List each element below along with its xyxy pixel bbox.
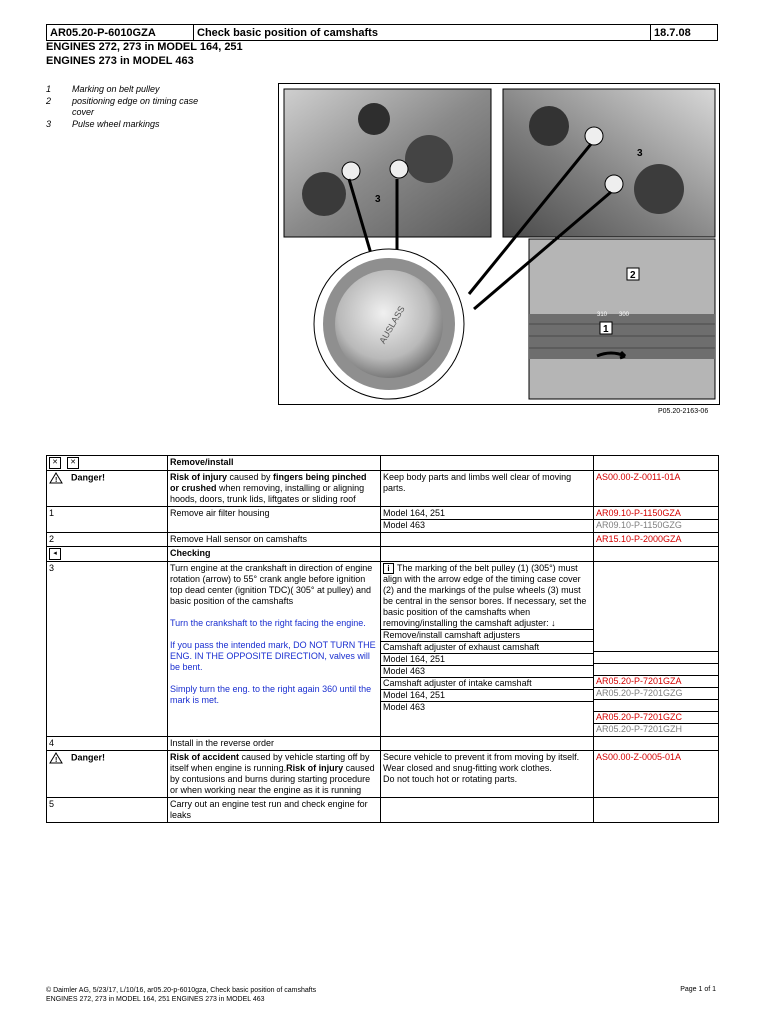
table-cell: [381, 737, 594, 751]
legend-text: Marking on belt pulley: [72, 84, 160, 94]
engine-illustration: [279, 84, 719, 404]
info-icon: i: [383, 563, 394, 574]
table-cell: [47, 456, 168, 471]
install-icon: ✕: [67, 457, 79, 469]
handwritten-note: Turn the crankshaft to the right facing the engine.: [170, 618, 366, 628]
table-cell: [168, 562, 381, 737]
scale-label: 300: [619, 312, 630, 318]
engines-line-2: ENGINES 273 in MODEL 463: [46, 55, 194, 67]
risk-title: Risk of injury: [170, 472, 228, 482]
precaution-text: Secure vehicle to prevent it from moving by itself.: [383, 752, 580, 762]
footer-line-2: ENGINES 272, 273 in MODEL 164, 251 ENGINES 273 in MODEL 463: [46, 996, 265, 1003]
risk-text: caused by vehicle starting off by itself when engine is running.: [170, 752, 370, 773]
step-text: Turn engine at the crankshaft in direction of engine rotation (arrow) to 55° crank angle before ignition top dead center (ignition TDC)( 305° at pulley) and basic position of the camshafts: [170, 563, 373, 606]
precaution-text: Keep body parts and limbs well clear of moving parts.: [381, 471, 594, 507]
section-heading: Remove/install: [168, 456, 381, 471]
table-cell: [168, 471, 381, 507]
table-row: [47, 547, 719, 562]
step-number: 1: [47, 507, 168, 533]
table-cell: [381, 547, 594, 562]
figure-caption: P05.20-2163-06: [658, 408, 709, 415]
table-cell: [381, 507, 594, 533]
table-cell: [594, 533, 719, 547]
handwritten-note: Simply turn the eng. to the right again 360 until the mark is met.: [170, 684, 372, 705]
sensor-bore: [390, 160, 408, 178]
page-number: Page 1 of 1: [680, 986, 716, 993]
sensor-bore: [585, 127, 603, 145]
sensor-bore: [342, 162, 360, 180]
table-cell: [594, 562, 719, 737]
table-row: [47, 562, 719, 737]
step-text: Remove air filter housing: [168, 507, 381, 533]
table-row: [47, 456, 719, 471]
engines-line-1: ENGINES 272, 273 in MODEL 164, 251: [46, 41, 243, 53]
table-row: [47, 751, 719, 798]
table-cell: [381, 562, 594, 737]
model-label: Model 164, 251: [383, 508, 446, 518]
svg-text:!: !: [55, 757, 58, 764]
model-label: Model 463: [381, 701, 593, 713]
footer: [46, 986, 316, 1004]
legend-text: positioning edge on timing case cover: [72, 95, 199, 117]
model-label: Model 164, 251: [381, 653, 593, 665]
step-number: 2: [47, 533, 168, 547]
actuator: [302, 172, 346, 216]
table-cell: [381, 456, 594, 471]
warning-icon: [49, 472, 63, 484]
sub-label: Remove/install camshaft adjusters: [381, 629, 593, 641]
remove-icon: ✕: [49, 457, 61, 469]
table-cell: [47, 751, 168, 798]
reference-link[interactable]: AR05.20-P-7201GZH: [596, 724, 683, 734]
table-cell: [594, 507, 719, 533]
handwritten-note: If you pass the intended mark, DO NOT TURN THE ENG. IN THE OPPOSITE DIRECTION, valves will be bent.: [170, 640, 376, 672]
precaution-text: Wear closed and snug-fitting work clothes.: [383, 763, 552, 773]
precaution-text: Do not touch hot or rotating parts.: [383, 774, 518, 784]
reference-link[interactable]: AS00.00-Z-0011-01A: [596, 472, 681, 482]
sensor-bore: [605, 175, 623, 193]
cap-marking: AUSLASS: [377, 304, 407, 346]
danger-label: Danger!: [71, 472, 106, 483]
sub-label: Camshaft adjuster of exhaust camshaft: [381, 641, 593, 653]
document-id: AR05.20-P-6010GZA: [47, 25, 194, 41]
actuator: [634, 164, 684, 214]
table-row: [47, 507, 719, 533]
actuator: [529, 106, 569, 146]
section-heading: Checking: [168, 547, 381, 562]
risk-title: Risk of injury: [286, 763, 344, 773]
risk-title: Risk of accident: [170, 752, 240, 762]
engine-figure: [278, 83, 720, 405]
model-label: Model 164, 251: [381, 689, 593, 701]
table-cell: [594, 751, 719, 798]
step-text: Install in the reverse order: [168, 737, 381, 751]
legend-number: 1: [46, 84, 52, 94]
document-header: [46, 24, 718, 41]
callout-3-left: 3: [375, 194, 381, 205]
warning-icon: [49, 752, 63, 764]
document-title: Check basic position of camshafts: [194, 25, 651, 41]
risk-text: caused by: [227, 472, 274, 482]
callout-1: 1: [603, 324, 609, 335]
reference-link[interactable]: AR05.20-P-7201GZC: [596, 712, 683, 722]
table-row: [47, 533, 719, 547]
table-cell: [594, 456, 719, 471]
sub-label: Camshaft adjuster of intake camshaft: [381, 677, 593, 689]
legend-item: [46, 96, 222, 119]
check-icon: ◂: [49, 548, 61, 560]
step-text: Remove Hall sensor on camshafts: [168, 533, 381, 547]
table-cell: [594, 471, 719, 507]
document-date: 18.7.08: [651, 25, 718, 41]
step-number: 4: [47, 737, 168, 751]
reference-link[interactable]: AR05.20-P-7201GZG: [596, 688, 683, 698]
model-label: Model 463: [381, 519, 593, 531]
table-row: [47, 737, 719, 751]
actuator: [358, 103, 390, 135]
scale-label: 310: [597, 312, 608, 318]
table-cell: [381, 533, 594, 547]
reference-link[interactable]: AR05.20-P-7201GZA: [596, 676, 682, 686]
step-number: 3: [47, 562, 168, 737]
table-cell: [168, 751, 381, 798]
legend-item: [46, 119, 222, 131]
danger-label: Danger!: [71, 752, 106, 763]
reference-link[interactable]: AS00.00-Z-0005-01A: [596, 752, 682, 762]
risk-text: caused by contusions and burns during starting procedure or when working near the engine as it is running: [170, 763, 375, 795]
table-cell: [381, 798, 594, 823]
table-cell: [594, 798, 719, 823]
table-cell: [47, 471, 168, 507]
reference-link[interactable]: AR09.10-P-1150GZA: [596, 508, 681, 518]
callout-3-right: 3: [637, 148, 643, 159]
figure-legend: [46, 84, 222, 130]
table-row: [47, 798, 719, 823]
risk-text: when removing, installing or aligning hoods, doors, trunk lids, liftgates or sliding roof: [170, 483, 365, 504]
table-row: [47, 471, 719, 507]
legend-number: 3: [46, 118, 52, 129]
reference-link[interactable]: AR09.10-P-1150GZG: [596, 520, 682, 530]
callout-2: 2: [630, 270, 636, 281]
legend-text: Pulse wheel markings: [72, 118, 160, 129]
svg-text:!: !: [55, 477, 58, 484]
legend-item: [46, 84, 222, 96]
actuator: [405, 135, 453, 183]
table-cell: [594, 737, 719, 751]
table-cell: [47, 547, 168, 562]
info-note: The marking of the belt pulley (1) (305°) must align with the arrow edge of the timing case cover (2) and the markings of the pulse wheels (3) must be central in the sensor bores. If necessary, set the basic position of the camshafts when removing/installing the camshaft adjuster: ↓: [383, 563, 587, 628]
table-cell: [594, 547, 719, 562]
reference-link[interactable]: AR15.10-P-2000GZA: [596, 534, 682, 544]
table-cell: [381, 751, 594, 798]
footer-line-1: © Daimler AG, 5/23/17, L/10/16, ar05.20-p-6010gza, Check basic position of camshafts: [46, 987, 317, 994]
model-label: Model 463: [381, 665, 593, 677]
legend-number: 2: [46, 95, 52, 106]
steps-table: [46, 455, 719, 823]
step-text: Carry out an engine test run and check engine for leaks: [168, 798, 381, 823]
risk-cause: fingers being pinched or crushed: [170, 472, 367, 493]
step-number: 5: [47, 798, 168, 823]
